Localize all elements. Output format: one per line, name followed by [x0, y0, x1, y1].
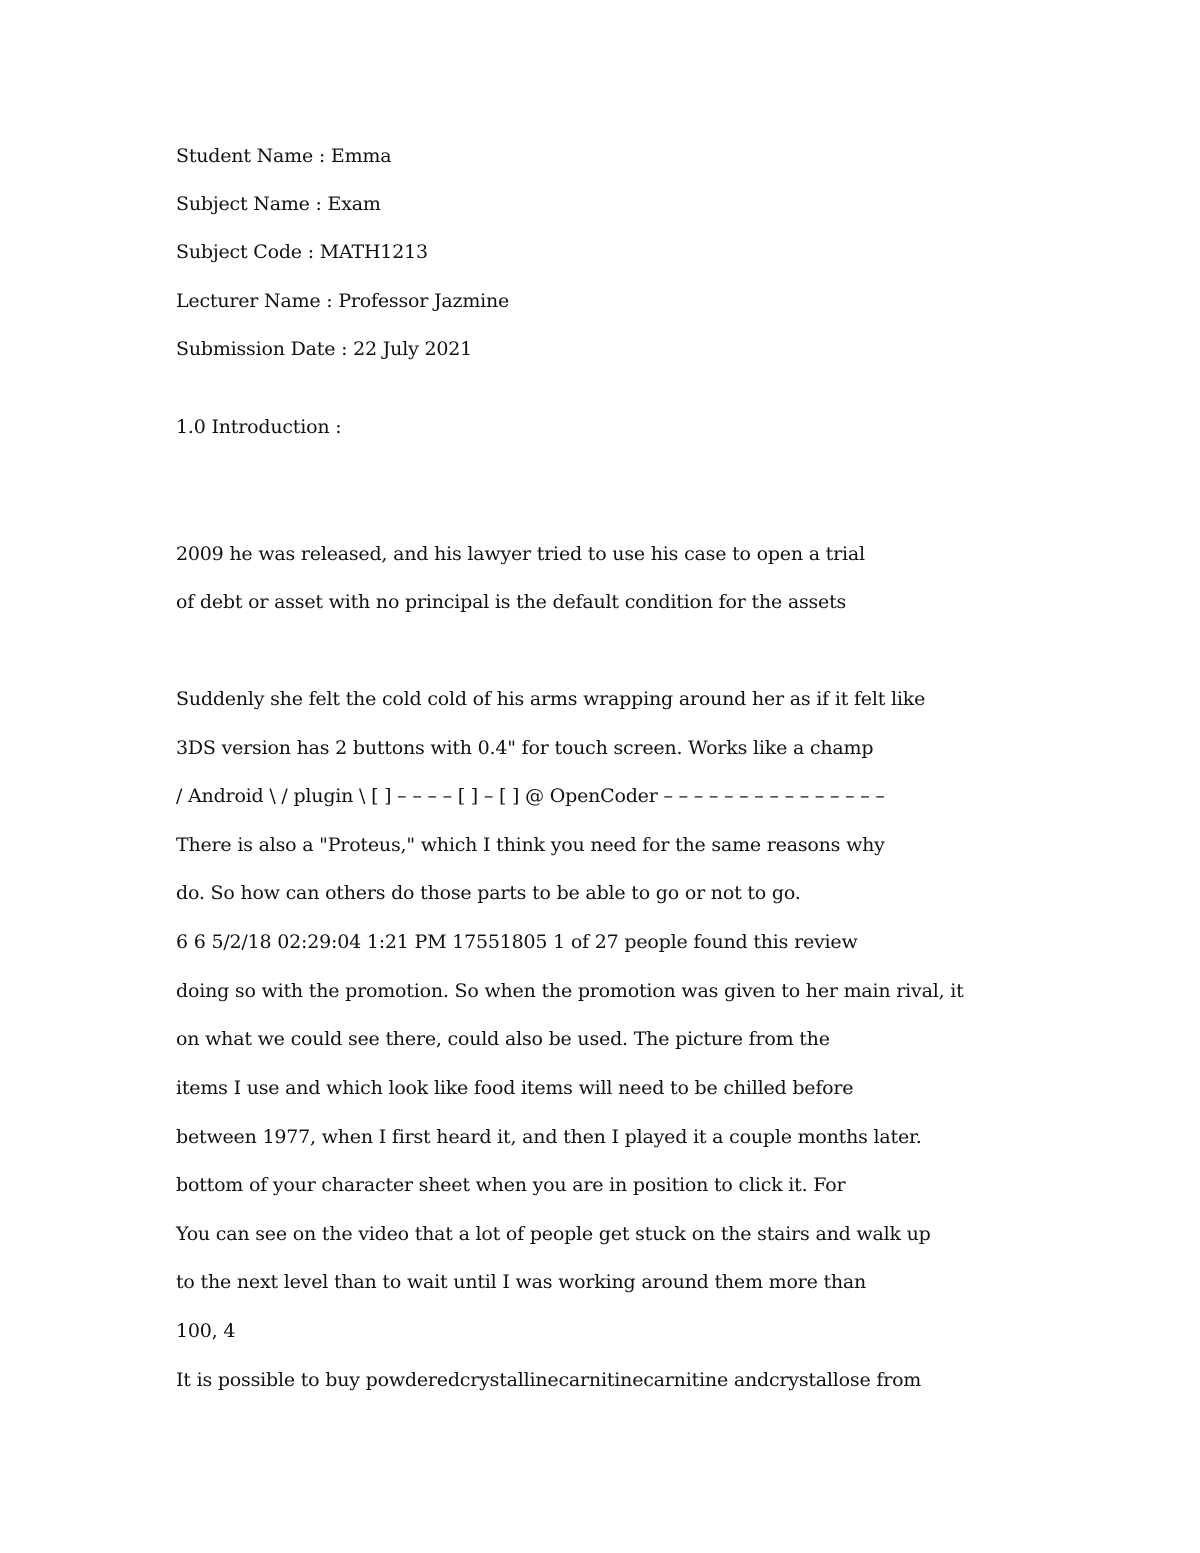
- paragraph-line: on what we could see there, could also be used. The picture from the: [176, 1028, 830, 1050]
- section-heading: 1.0 Introduction :: [176, 416, 342, 438]
- paragraph-line: items I use and which look like food items will need to be chilled before: [176, 1077, 854, 1099]
- paragraph-line: of debt or asset with no principal is the default condition for the assets: [176, 591, 847, 613]
- paragraph-line: to the next level than to wait until I was working around them more than: [176, 1271, 867, 1293]
- subject-code: Subject Code : MATH1213: [176, 241, 428, 263]
- paragraph-line: / Android \ / plugin \ [ ] – – – – [ ] – [ ] @ OpenCoder – – – – – – – – – – – – – – –: [176, 785, 885, 807]
- paragraph-line: between 1977, when I first heard it, and then I played it a couple months later.: [176, 1126, 922, 1148]
- paragraph-line: do. So how can others do those parts to be able to go or not to go.: [176, 882, 801, 904]
- paragraph-line: 3DS version has 2 buttons with 0.4" for touch screen. Works like a champ: [176, 737, 874, 759]
- lecturer-name: Lecturer Name : Professor Jazmine: [176, 290, 510, 312]
- submission-date: Submission Date : 22 July 2021: [176, 338, 472, 360]
- paragraph-line: There is also a "Proteus," which I think you need for the same reasons why: [176, 834, 885, 856]
- subject-name: Subject Name : Exam: [176, 193, 381, 215]
- paragraph-line: You can see on the video that a lot of people get stuck on the stairs and walk up: [176, 1223, 931, 1245]
- paragraph-line: bottom of your character sheet when you are in position to click it. For: [176, 1174, 846, 1196]
- paragraph-line: doing so with the promotion. So when the promotion was given to her main rival, it: [176, 980, 964, 1002]
- paragraph-line: 2009 he was released, and his lawyer tried to use his case to open a trial: [176, 543, 865, 565]
- paragraph-line: 100, 4: [176, 1320, 236, 1342]
- paragraph-line: It is possible to buy powderedcrystallinecarnitinecarnitine andcrystallose from: [176, 1369, 922, 1391]
- paragraph-line: Suddenly she felt the cold cold of his arms wrapping around her as if it felt like: [176, 688, 926, 710]
- student-name: Student Name : Emma: [176, 145, 392, 167]
- paragraph-line: 6 6 5/2/18 02:29:04 1:21 PM 17551805 1 of 27 people found this review: [176, 931, 858, 953]
